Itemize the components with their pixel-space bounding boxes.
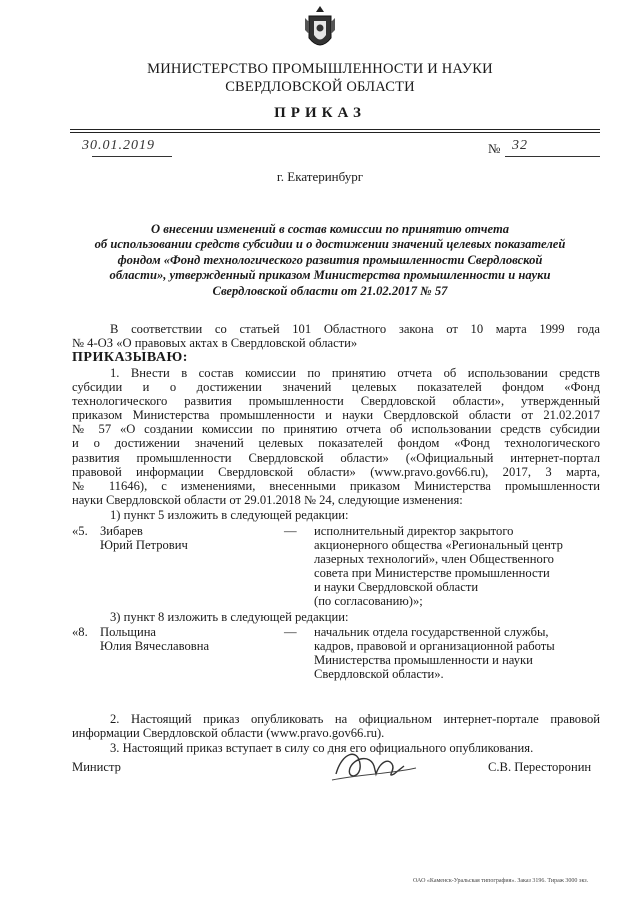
appointee-given-names: Юлия Вячеславовна	[100, 639, 210, 654]
position-line: и науки Свердловской области	[314, 580, 479, 595]
doc-type-title: ПРИКАЗ	[274, 105, 366, 121]
subject-line: области», утвержденный приказом Министерства промышленности и науки	[109, 268, 551, 283]
header-rule-thin	[70, 132, 600, 133]
position-line: Свердловской области».	[314, 667, 444, 682]
printer-footer: ОАО «Каменск-Уральская типография». Заказ 3196. Тираж 3000 экз.	[413, 878, 589, 884]
order-word: ПРИКАЗЫВАЮ:	[72, 350, 188, 365]
item-1-line: приказом Министерства промышленности и науки Свердловской области от 21.02.2017	[72, 408, 600, 423]
order-subject	[60, 222, 600, 299]
item-1-line: и о достижении значений целевых показателей фондом «Фонд технологического	[72, 436, 600, 451]
item-1-line: науки Свердловской области от 29.01.2018 № 24, следующие изменения:	[72, 492, 463, 507]
preamble	[72, 322, 600, 350]
item-1-line: правовой информации Свердловской области» (www.pravo.gov66.ru), 2017, 3 марта,	[72, 464, 600, 479]
appointee-name	[100, 625, 300, 653]
subject-line: Свердловской области от 21.02.2017 № 57	[212, 283, 448, 298]
position-line: исполнительный директор закрытого	[314, 524, 514, 538]
item-1-line: № 11646), с изменениями, внесенными приказом Министерства промышленности	[72, 478, 600, 493]
appointee-given-names: Юрий Петрович	[100, 538, 188, 553]
signatory-name: С.В. Пересторонин	[488, 760, 592, 774]
position-line: совета при Министерстве промышленности	[314, 566, 550, 581]
city: г. Екатеринбург	[276, 169, 364, 184]
position-line: Министерства промышленности и науки	[314, 653, 533, 668]
item-1-line: развития промышленности Свердловской области» («Официальный интернет-портал	[72, 450, 600, 465]
ministry-name-line2: СВЕРДЛОВСКОЙ ОБЛАСТИ	[225, 79, 415, 95]
item-1-line: субсидии и о достижении значений целевых показателей фондом «Фонд	[72, 380, 600, 395]
position-line: кадров, правовой и организационной работы	[314, 639, 555, 654]
item-1-line: № 57 «О создании комиссии по принятию отчета об использовании средств субсидии	[72, 422, 600, 437]
item-2-line: информации Свердловской области (www.pravo.gov66.ru).	[72, 726, 385, 741]
item-1	[72, 366, 600, 507]
signatory-title: Министр	[72, 760, 121, 774]
item-2-line: 2. Настоящий приказ опубликовать на официальном интернет-портале правовой	[110, 712, 600, 726]
dash: —	[284, 625, 297, 639]
header-rule	[70, 129, 600, 130]
coat-of-arms-emblem	[303, 4, 337, 54]
item-1-line: технологического развития промышленности Свердловской области», утвержденный	[72, 394, 600, 409]
appointment-number: «5.	[72, 524, 88, 538]
appointee-position	[314, 625, 604, 681]
dash: —	[284, 524, 297, 538]
appointee-position	[314, 524, 604, 609]
subject-line: фондом «Фонд технологического развития промышленности Свердловской	[117, 252, 543, 267]
number-label: №	[488, 141, 501, 156]
subject-line: О внесении изменений в состав комиссии по принятию отчета	[150, 222, 510, 236]
sub-point-3: 3) пункт 8 изложить в следующей редакции:	[110, 610, 349, 624]
appointment-number: «8.	[72, 625, 88, 639]
preamble-line: № 4-ОЗ «О правовых актах в Свердловской области»	[72, 336, 358, 351]
number-underline	[505, 156, 600, 157]
appointee-surname: Зибарев	[100, 524, 143, 538]
item-2	[72, 712, 600, 740]
appointment-entry	[72, 524, 600, 614]
appointment-entry	[72, 625, 600, 685]
handwritten-signature	[330, 744, 420, 788]
item-3-line: 3. Настоящий приказ вступает в силу со дня его официального опубликования.	[110, 741, 534, 755]
subject-line: об использовании средств субсидии и о достижении значений целевых показателей	[94, 237, 566, 252]
order-date: 30.01.2019	[82, 138, 155, 153]
date-underline	[92, 156, 172, 157]
appointee-name	[100, 524, 300, 552]
order-number: 32	[512, 138, 528, 153]
position-line: лазерных технологий», член Общественного	[314, 552, 554, 567]
item-1-line: 1. Внести в состав комиссии по принятию отчета об использовании средств	[110, 366, 600, 380]
appointee-surname: Польщина	[100, 625, 157, 639]
preamble-line: В соответствии со статьей 101 Областного закона от 10 марта 1999 года	[110, 322, 600, 336]
sub-point-1: 1) пункт 5 изложить в следующей редакции:	[110, 508, 349, 522]
position-line: (по согласованию)»;	[314, 594, 423, 609]
ministry-name-line1: МИНИСТЕРСТВО ПРОМЫШЛЕННОСТИ И НАУКИ	[147, 61, 493, 77]
position-line: начальник отдела государственной службы,	[314, 625, 549, 639]
position-line: акционерного общества «Региональный центр	[314, 538, 563, 553]
